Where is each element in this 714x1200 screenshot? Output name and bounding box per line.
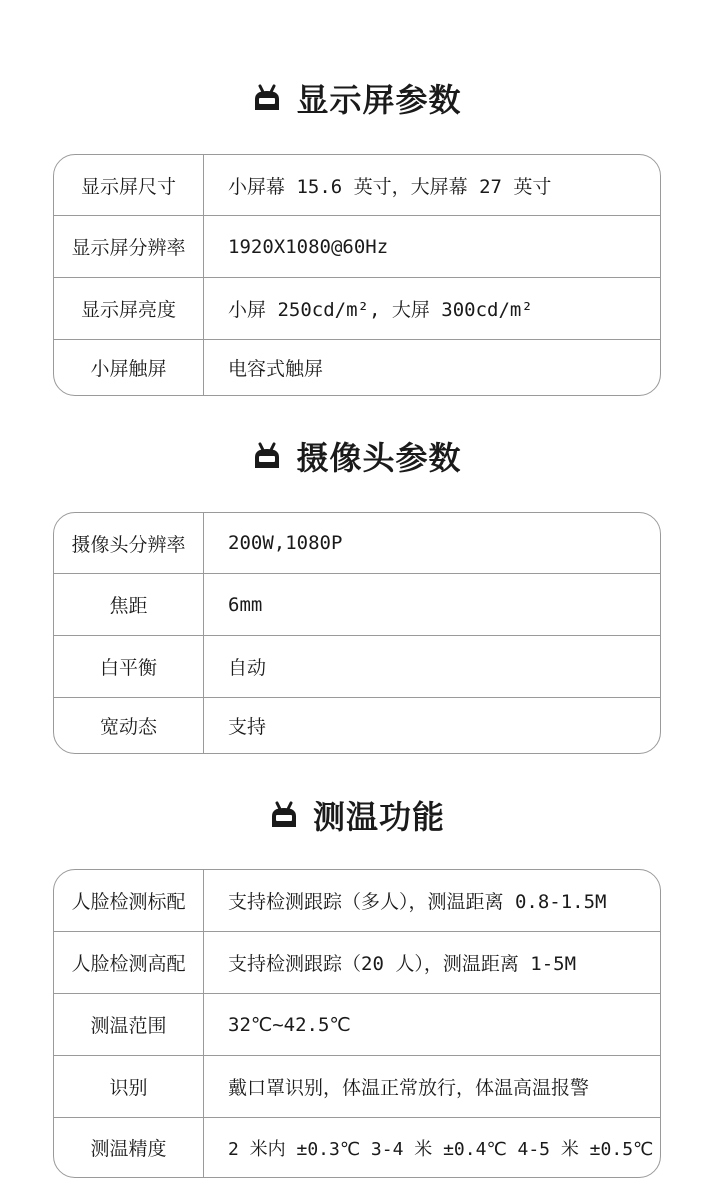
section-heading-temperature	[0, 790, 714, 840]
row-value: 6mm	[228, 593, 263, 616]
robot-head-icon	[252, 83, 282, 113]
row-label: 摄像头分辨率	[54, 513, 204, 573]
row-value: 支持检测跟踪（多人），测温距离 0.8-1.5M	[228, 891, 607, 913]
row-label: 显示屏分辨率	[54, 216, 204, 277]
row-value: 32℃~42.5℃	[228, 1013, 351, 1036]
row-value: 电容式触屏	[228, 358, 324, 380]
section-heading-display	[0, 73, 714, 123]
table-row	[54, 215, 660, 277]
row-label: 人脸检测高配	[54, 932, 204, 993]
table-row	[54, 1055, 660, 1117]
row-label: 小屏触屏	[54, 340, 204, 395]
row-value: 支持	[228, 716, 267, 738]
row-label: 白平衡	[54, 636, 204, 697]
row-value: 支持检测跟踪（20 人），测温距离 1-5M	[228, 953, 577, 975]
row-label: 识别	[54, 1056, 204, 1117]
table-row	[54, 155, 660, 215]
row-value: 小屏幕 15.6 英寸，大屏幕 27 英寸	[228, 175, 552, 198]
row-label: 显示屏亮度	[54, 278, 204, 339]
row-label: 测温精度	[54, 1118, 204, 1177]
row-label: 测温范围	[54, 994, 204, 1055]
row-value: 1920X1080@60Hz	[228, 235, 389, 258]
row-label: 宽动态	[54, 698, 204, 753]
table-row	[54, 1117, 660, 1177]
spec-table-camera	[53, 512, 661, 754]
spec-table-temperature	[53, 869, 661, 1178]
table-row	[54, 513, 660, 573]
row-value: 200W,1080P	[228, 532, 343, 554]
table-row	[54, 635, 660, 697]
table-row	[54, 277, 660, 339]
row-value: 戴口罩识别，体温正常放行，体温高温报警	[228, 1077, 590, 1099]
row-value: 自动	[228, 657, 267, 679]
robot-head-icon	[252, 441, 282, 471]
table-row	[54, 573, 660, 635]
spec-table-display	[53, 154, 661, 396]
section-title: 显示屏参数	[296, 81, 462, 119]
row-label: 人脸检测标配	[54, 870, 204, 931]
section-title: 摄像头参数	[296, 439, 462, 477]
section-heading-camera	[0, 431, 714, 481]
row-value: 2 米内 ±0.3℃ 3-4 米 ±0.4℃ 4-5 米 ±0.5℃	[228, 1138, 654, 1160]
row-label: 显示屏尺寸	[54, 155, 204, 215]
table-row	[54, 339, 660, 395]
table-row	[54, 870, 660, 931]
section-title: 测温功能	[312, 798, 445, 836]
table-row	[54, 697, 660, 753]
row-label: 焦距	[54, 574, 204, 635]
table-row	[54, 993, 660, 1055]
robot-head-icon	[269, 800, 299, 830]
table-row	[54, 931, 660, 993]
row-value: 小屏 250cd/m², 大屏 300cd/m²	[228, 299, 533, 321]
